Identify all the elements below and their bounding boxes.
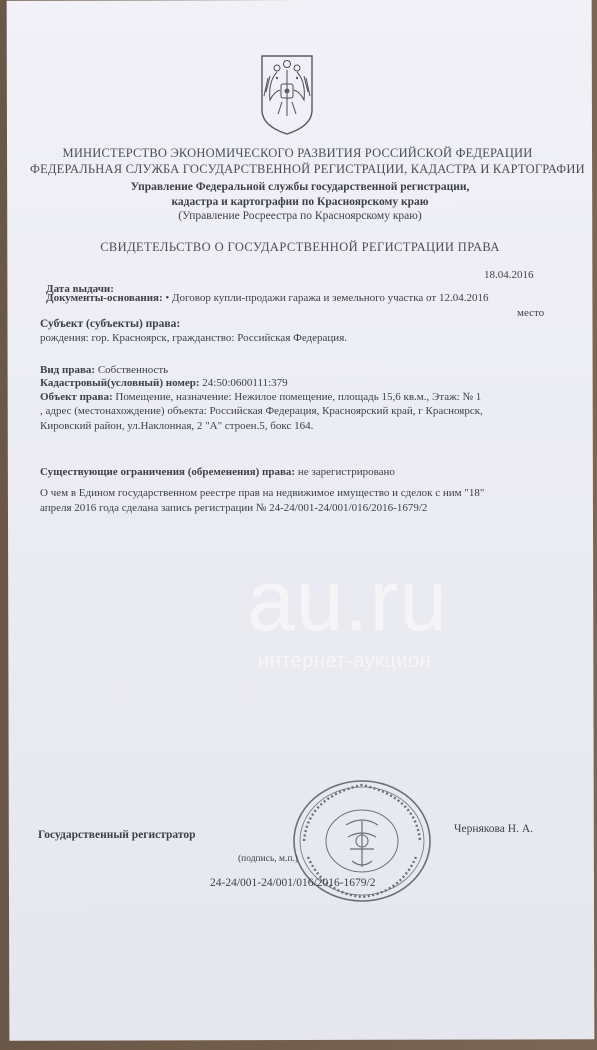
watermark-tagline: интернет-аукцион bbox=[258, 650, 432, 672]
right-type-label: Вид права: bbox=[40, 364, 96, 376]
restrictions-label: Существующие ограничения (обременения) права: bbox=[40, 466, 296, 478]
restrictions-value: не зарегистрировано bbox=[297, 466, 395, 478]
object-line-3: Кировский район, ул.Наклонная, 2 "А" строен.5, бокс 164. bbox=[40, 420, 314, 432]
office-line-2: кадастра и картографии по Красноярскому краю bbox=[171, 196, 429, 208]
registrar-name: Чернякова Н. А. bbox=[454, 823, 534, 835]
office-line-3: (Управление Росреестра по Красноярскому краю) bbox=[178, 210, 422, 222]
record-line-1: О чем в Едином государственном реестре прав на недвижимое имущество и сделок с ним "18" bbox=[40, 487, 485, 499]
basis-tail: место bbox=[517, 307, 545, 319]
watermark-brand: au.ru bbox=[247, 553, 449, 649]
basis-label: Документы-основания: bbox=[46, 292, 163, 304]
record-line-2: апреля 2016 года сделана запись регистрации № 24-24/001-24/001/016/2016-1679/2 bbox=[40, 502, 428, 514]
cadastral-row bbox=[40, 377, 288, 389]
object-line-2: , адрес (местонахождение) объекта: Российская Федерация, Красноярский край, г Красноярск, bbox=[40, 405, 483, 417]
russian-coat-of-arms-icon bbox=[258, 52, 316, 136]
document-title: СВИДЕТЕЛЬСТВО О ГОСУДАРСТВЕННОЙ РЕГИСТРАЦИИ ПРАВА bbox=[100, 240, 500, 254]
basis-value: • Договор купли-продажи гаража и земельного участка от 12.04.2016 bbox=[165, 292, 489, 304]
issue-date-value: 18.04.2016 bbox=[484, 269, 534, 281]
object-label: Объект права: bbox=[40, 391, 113, 403]
subject-value: рождения: гор. Красноярск, гражданство: Российская Федерация. bbox=[40, 332, 348, 344]
right-type-row bbox=[40, 364, 168, 376]
cadastral-value: 24:50:0600111:379 bbox=[202, 377, 288, 389]
basis-row bbox=[46, 292, 488, 304]
subject-label: Субъект (субъекты) права: bbox=[40, 318, 181, 330]
office-line-1: Управление Федеральной службы государственной регистрации, bbox=[130, 181, 470, 193]
ministry-line-1: МИНИСТЕРСТВО ЭКОНОМИЧЕСКОГО РАЗВИТИЯ РОССИЙСКОЙ ФЕДЕРАЦИИ bbox=[62, 146, 533, 160]
right-type-value: Собственность bbox=[97, 364, 169, 376]
signature-caption: (подпись, м.п.) bbox=[238, 854, 299, 864]
ministry-line-2: ФЕДЕРАЛЬНАЯ СЛУЖБА ГОСУДАРСТВЕННОЙ РЕГИСТРАЦИИ, КАДАСТРА И КАРТОГРАФИИ bbox=[30, 162, 585, 176]
object-line-1: Помещение, назначение: Нежилое помещение, площадь 15,6 кв.м., Этаж: № 1 bbox=[115, 391, 482, 403]
cadastral-label: Кадастровый(условный) номер: bbox=[40, 377, 200, 389]
restrictions-row bbox=[40, 466, 395, 478]
issue-date-label: Дата выдачи: bbox=[46, 283, 114, 295]
registrar-label: Государственный регистратор bbox=[38, 829, 196, 841]
object-row bbox=[40, 391, 481, 403]
registration-number: 24-24/001-24/001/016/2016-1679/2 bbox=[210, 877, 376, 889]
